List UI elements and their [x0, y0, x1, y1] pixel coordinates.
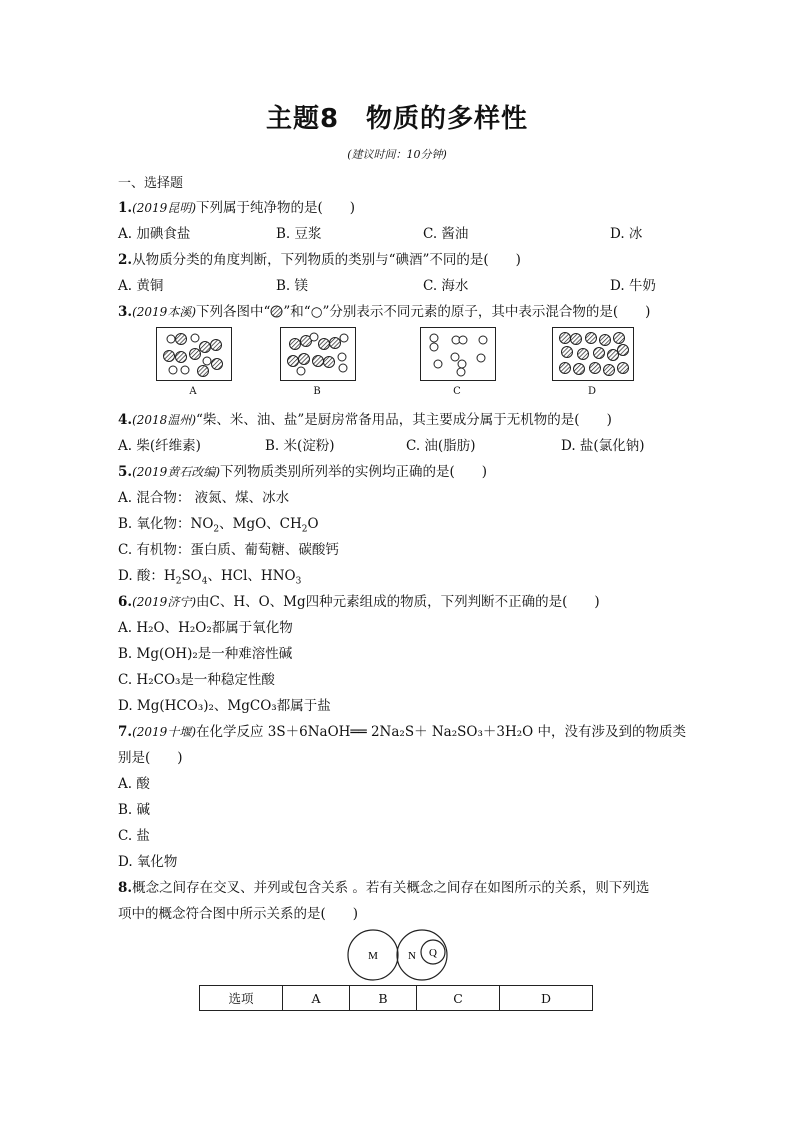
diagram-box-b: [280, 327, 356, 381]
option-a: A. H₂O、H₂O₂都属于氧化物: [118, 620, 293, 636]
question-source: (2019黄石改编): [132, 465, 220, 479]
venn-circles: [345, 926, 455, 984]
table-header-cell: D: [500, 986, 593, 1011]
option-d: D. 牛奶: [610, 278, 656, 294]
option-b-text: B. 氧化物：NO: [118, 516, 214, 532]
option-c: C. 油(脂肪): [406, 438, 476, 454]
question-stem-cont: ”和“○”分别表示不同元素的原子，其中表示混合物的是( ): [283, 304, 651, 320]
question-stem: 下列属于纯净物的是( ): [196, 200, 356, 216]
page-subtitle: (建议时间：10分钟): [347, 148, 447, 161]
option-b-text3: O: [307, 516, 319, 532]
diagram-box-c: [420, 327, 496, 381]
option-a: A. 酸: [118, 776, 150, 792]
question-number: 3.: [118, 304, 133, 320]
question-stem: 从物质分类的角度判断，下列物质的类别与“碘酒”不同的是( ): [132, 252, 521, 268]
table-header-cell: B: [350, 986, 417, 1011]
option-d-text: D. 酸：H: [118, 568, 176, 584]
option-d: D. Mg(HCO₃)₂、MgCO₃都属于盐: [118, 698, 331, 714]
option-a: A. 柴(纤维素): [118, 438, 201, 454]
option-d: D. 酸：$H_2SO_4$、HCl、$HNO_3$: [118, 568, 302, 587]
table-header-cell: C: [417, 986, 500, 1011]
option-d: D. 氧化物: [118, 854, 178, 870]
options-table: [199, 985, 593, 1011]
compound-molecules-diagram: [281, 328, 355, 380]
question-number: 1.: [118, 200, 133, 216]
hatched-atom-icon: [270, 305, 283, 318]
option-d-text2: SO: [181, 568, 202, 584]
option-b: B. Mg(OH)₂是一种难溶性碱: [118, 646, 293, 662]
venn-diagram: [345, 926, 455, 984]
question-number: 8.: [118, 880, 133, 896]
table-header-cell: A: [283, 986, 350, 1011]
diagram-label-d: D: [587, 386, 597, 397]
option-d: D. 盐(氯化钠): [561, 438, 645, 454]
table-header-cell: 选项: [200, 986, 283, 1011]
question-6: [118, 590, 600, 610]
diagram-box-a: [156, 327, 232, 381]
table-row: [200, 986, 593, 1011]
label-m: M: [368, 950, 378, 962]
question-source: (2019本溪): [132, 305, 196, 319]
question-source: (2019济宁): [132, 595, 196, 609]
question-stem: 在化学反应 3S＋6NaOH══ 2Na₂S＋ Na₂SO₃＋3H₂O 中，没有涉及到的物质类: [196, 724, 687, 740]
option-c: C. 有机物：蛋白质、葡萄糖、碳酸钙: [118, 542, 339, 558]
page-title: 主题8 物质的多样性: [265, 104, 529, 134]
question-number: 4.: [118, 412, 133, 428]
question-5: [118, 460, 487, 480]
question-stem: 概念之间存在交叉、并列或包含关系 。若有关概念之间存在如图所示的关系，则下列选: [132, 880, 650, 896]
option-b: B. 氧化物：$NO_2$、MgO、$CH_2O$: [118, 516, 319, 535]
question-source: (2018温州): [132, 413, 196, 427]
question-stem: “柴、米、油、盐”是厨房常备用品，其主要成分属于无机物的是( ): [196, 412, 612, 428]
question-8: [118, 876, 649, 896]
question-7: [118, 720, 686, 740]
diagram-label-b: B: [313, 386, 321, 397]
label-q: Q: [429, 947, 437, 959]
option-c: C. 酱油: [423, 226, 469, 242]
option-a: A. 黄铜: [118, 278, 164, 294]
question-stem-cont: 别是( ): [118, 750, 183, 766]
question-2: [118, 248, 521, 268]
section-heading: 一、选择题: [118, 176, 184, 191]
question-stem: 由C、H、O、Mg四种元素组成的物质，下列判断不正确的是( ): [196, 594, 600, 610]
question-source: (2019十堰): [132, 725, 196, 739]
question-number: 5.: [118, 464, 133, 480]
question-4: [118, 408, 612, 428]
diagram-label-c: C: [453, 386, 461, 397]
question-number: 2.: [118, 252, 133, 268]
question-source: (2019昆明): [132, 201, 196, 215]
element-molecules-diagram: [421, 328, 495, 380]
option-c: C. H₂CO₃是一种稳定性酸: [118, 672, 275, 688]
option-b: B. 镁: [276, 278, 309, 294]
question-stem: 下列各图中“: [196, 304, 271, 320]
option-c: C. 盐: [118, 828, 150, 844]
option-a: A. 混合物： 液氮、煤、冰水: [118, 490, 290, 506]
option-d-text3: 、HCl、HNO: [207, 568, 296, 584]
option-a: A. 加碘食盐: [118, 226, 191, 242]
question-1: [118, 196, 355, 216]
mixed-molecules-diagram: [157, 328, 231, 380]
diagram-label-a: A: [189, 386, 197, 397]
option-b-text2: 、MgO、CH: [219, 516, 302, 532]
option-c: C. 海水: [423, 278, 469, 294]
question-number: 7.: [118, 724, 133, 740]
option-d: D. 冰: [610, 226, 643, 242]
q3-diagrams: [150, 327, 650, 403]
option-b: B. 碱: [118, 802, 151, 818]
question-stem-cont: 项中的概念符合图中所示关系的是( ): [118, 906, 359, 922]
diagram-box-d: [552, 327, 634, 381]
question-number: 6.: [118, 594, 133, 610]
option-b: B. 豆浆: [276, 226, 322, 242]
element-molecules-hatched-diagram: [553, 328, 633, 380]
option-b: B. 米(淀粉): [265, 438, 335, 454]
question-stem: 下列物质类别所列举的实例均正确的是( ): [220, 464, 488, 480]
question-3: [118, 300, 650, 320]
label-n: N: [408, 950, 416, 962]
